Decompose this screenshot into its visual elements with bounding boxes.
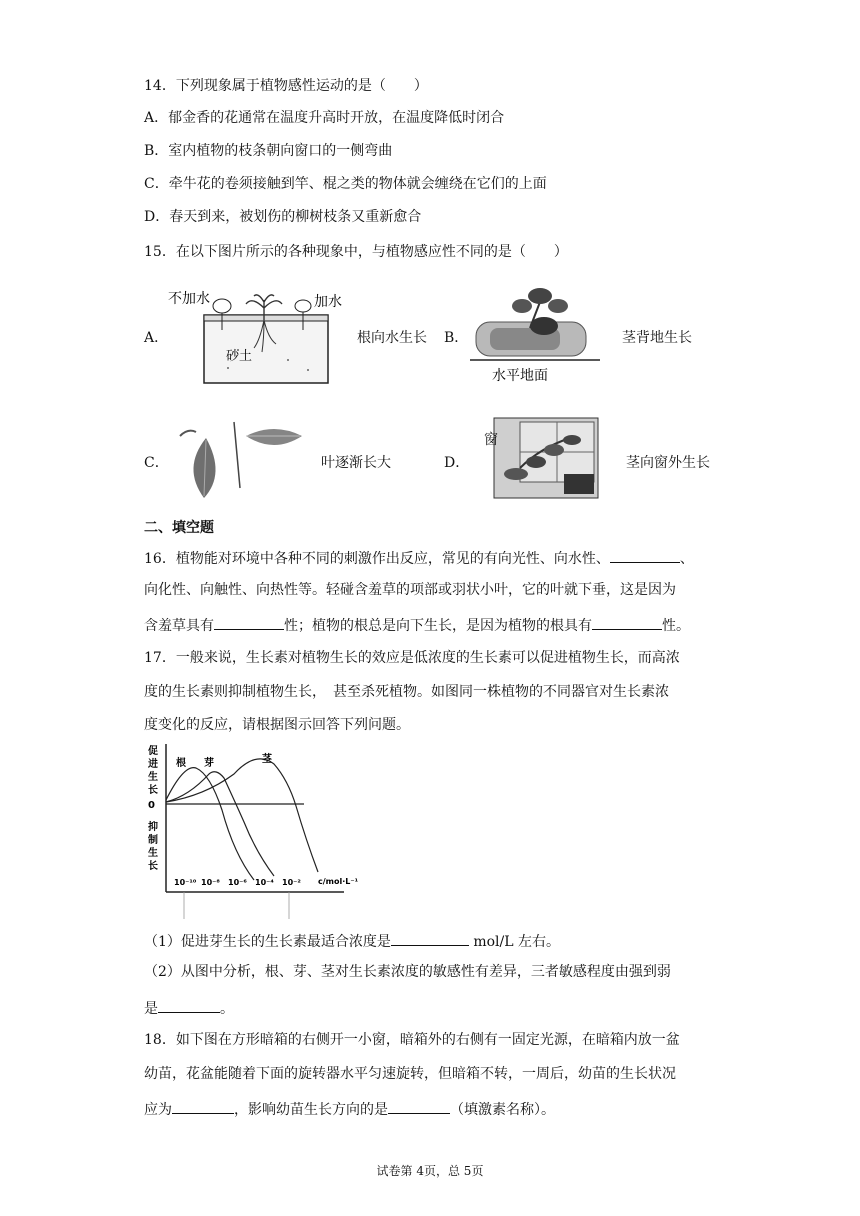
q16-blank-1[interactable] <box>610 546 680 563</box>
q15-option-d-caption: 茎向窗外生长 <box>626 455 710 471</box>
q17-blank-2[interactable] <box>158 996 220 1013</box>
y-label-inhibit-char: 抑 <box>148 822 158 833</box>
y-label-promote-char: 生 <box>148 772 158 783</box>
section-heading: 二、填空题 <box>144 520 214 536</box>
y-label-inhibit-char: 长 <box>148 861 158 872</box>
zero-tick-label: 0 <box>148 800 155 811</box>
y-label-inhibit-char: 制 <box>148 835 158 846</box>
x-tick-label: 10⁻⁶ <box>228 878 247 887</box>
q18-blank-2[interactable] <box>388 1097 450 1114</box>
figure-stem-negative-gravity <box>470 282 610 386</box>
q15-option-d-letter: D． <box>444 455 470 471</box>
label-sand-soil: 砂土 <box>226 349 253 364</box>
q14-option-b: B．室内植物的枝条朝向窗口的一侧弯曲 <box>144 143 393 159</box>
label-horizontal-ground: 水平地面 <box>492 368 548 384</box>
x-axis-label: c/mol·L⁻¹ <box>318 877 359 886</box>
q15-option-b-letter: B． <box>444 330 469 346</box>
q17-line2: 度的生长素则抑制植物生长， 甚至杀死植物。如图同一株植物的不同器官对生长素浓 <box>144 684 669 700</box>
series-line-root <box>166 768 254 880</box>
x-tick-label: 10⁻⁸ <box>201 878 220 887</box>
q17-line3: 度变化的反应，请根据图示回答下列问题。 <box>144 717 410 733</box>
y-label-inhibit-char: 生 <box>148 848 158 859</box>
q15-option-c-caption: 叶逐渐长大 <box>321 455 391 471</box>
q16-line3: 含羞草具有 性；植物的根总是向下生长，是因为植物的根具有 性。 <box>144 613 690 636</box>
figure-leaf-growing <box>176 418 304 502</box>
q16-blank-2[interactable] <box>214 613 284 630</box>
q14-option-c: C．牵牛花的卷须接触到竿、棍之类的物体就会缠绕在它们的上面 <box>144 176 547 192</box>
q18-line2: 幼苗，花盆能随着下面的旋转器水平匀速旋转，但暗箱不转，一周后，幼苗的生长状况 <box>144 1066 676 1082</box>
q17-blank-1[interactable] <box>391 929 469 946</box>
q17-sub1: （1）促进芽生长的生长素最适合浓度是 mol/L 左右。 <box>144 929 560 952</box>
auxin-response-chart <box>144 744 359 919</box>
q17-line1: 17．一般来说，生长素对植物生长的效应是低浓度的生长素可以促进植物生长，而高浓 <box>144 650 680 666</box>
y-label-promote-char: 促 <box>148 746 158 757</box>
q15-option-c-letter: C． <box>144 455 169 471</box>
q16-line2: 向化性、向触性、向热性等。轻碰含羞草的项部或羽状小叶，它的叶就下垂，这是因为 <box>144 582 676 598</box>
q16-line1: 16．植物能对环境中各种不同的刺激作出反应，常见的有向光性、向水性、 、 <box>144 546 694 569</box>
q17-sub2: （2）从图中分析，根、芽、茎对生长素浓度的敏感性有差异，三者敏感程度由强到弱 <box>144 964 671 980</box>
x-tick-label: 10⁻² <box>282 878 301 887</box>
q14-option-d: D．春天到来，被划伤的柳树枝条又重新愈合 <box>144 209 422 225</box>
q15-option-b-caption: 茎背地生长 <box>622 330 692 346</box>
q15-stem: 15．在以下图片所示的各种现象中，与植物感应性不同的是（ ） <box>144 244 568 260</box>
label-window: 窗 <box>484 432 498 448</box>
label-add-water: 加水 <box>314 294 342 310</box>
label-no-water: 不加水 <box>168 291 210 307</box>
q14-option-a: A．郁金香的花通常在温度升高时开放，在温度降低时闭合 <box>144 110 505 126</box>
y-label-promote <box>147 744 158 796</box>
x-tick-label: 10⁻⁴ <box>255 878 274 887</box>
series-line-stem <box>166 759 318 872</box>
y-label-inhibit <box>148 820 158 872</box>
q18-line3: 应为 ，影响幼苗生长方向的是 （填激素名称）。 <box>144 1097 555 1120</box>
series-label-root: 根 <box>176 758 186 769</box>
page-footer: 试卷第 4页，总 5页 <box>376 1164 484 1178</box>
q18-line1: 18．如下图在方形暗箱的右侧开一小窗，暗箱外的右侧有一固定光源，在暗箱内放一盆 <box>144 1032 680 1048</box>
figure-stem-toward-window <box>480 418 600 498</box>
series-line-bud <box>166 772 274 876</box>
q14-stem: 14．下列现象属于植物感性运动的是（ ） <box>144 78 428 94</box>
q15-option-a-caption: 根向水生长 <box>357 330 427 346</box>
figure-root-water <box>168 290 340 390</box>
y-label-promote-char: 长 <box>148 785 158 796</box>
series-label-bud: 芽 <box>204 758 214 769</box>
q15-option-a-letter: A． <box>144 330 169 346</box>
q17-sub2-cont: 是 。 <box>144 996 234 1019</box>
series-label-stem: 茎 <box>262 754 272 765</box>
q16-blank-3[interactable] <box>592 613 662 630</box>
y-label-promote-char: 进 <box>148 759 158 770</box>
x-tick-label: 10⁻¹⁰ <box>174 878 197 887</box>
q18-blank-1[interactable] <box>172 1097 234 1114</box>
